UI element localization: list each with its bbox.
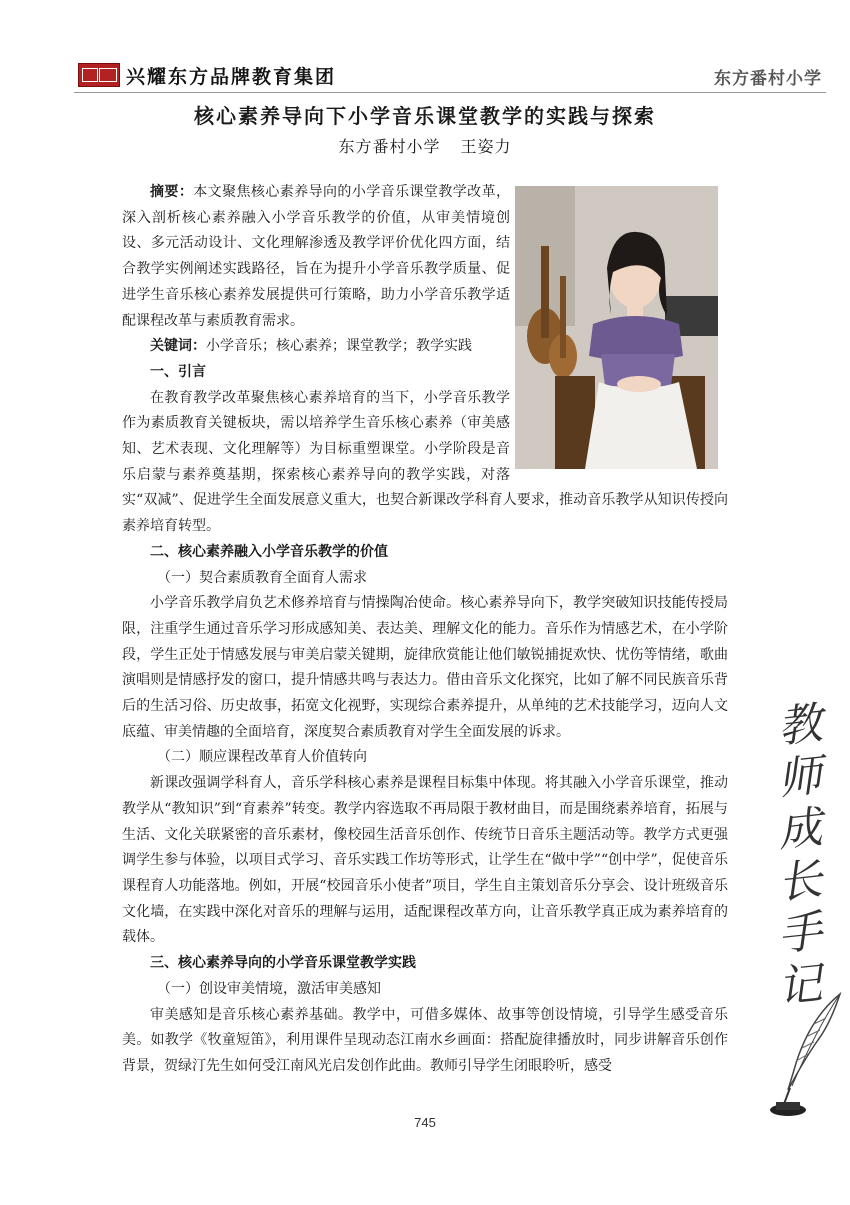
- sidebar-char: 记: [775, 957, 825, 1014]
- paragraph-2-1: 小学音乐教学肩负艺术修养培育与情操陶冶使命。核心素养导向下，教学突破知识技能传授局限，注重学生通过音乐学习形成感知美、表达美、理解文化的能力。音乐作为情感艺术，在小学阶段，学生正处于情感发展与审美启蒙关键期，旋律欣赏能让他们敏锐捕捉欢快、忧伤等情绪，歌曲演唱则是情感抒发的窗口，提升情感共鸣与表达力。借由音乐文化探究，比如了解不同民族音乐背后的生活习俗、历史故事，拓宽文化视野，实现综合素养提升，从单纯的艺术技能学习，迈向人文底蕴、审美情趣的全面培育，深度契合素质教育对学生全面发展的诉求。: [122, 595, 728, 740]
- subsection-heading-2-2: （二）顺应课程改革育人价值转向: [157, 749, 367, 766]
- paragraph-3-1: 审美感知是音乐核心素养基础。教学中，可借多媒体、故事等创设情境，引导学生感受音乐美。如教学《牧童短笛》，利用课件呈现动态江南水乡画面：搭配旋律播放时，同步讲解音乐创作背景，贺绿汀先生如何受江南风光启发创作此曲。教师引导学生闭眼聆听，感受: [122, 1006, 728, 1074]
- group-name: 兴耀东方品牌教育集团: [126, 65, 337, 88]
- article-title: 核心素养导向下小学音乐课堂教学的实践与探索: [194, 104, 656, 128]
- sidebar-char: 手: [775, 905, 825, 962]
- section-heading-intro: 一、引言: [150, 363, 206, 380]
- sidebar-char: 教: [775, 697, 825, 754]
- school-name-header: 东方番村小学: [714, 69, 822, 89]
- sidebar-char: 成: [775, 801, 825, 858]
- byline-author: 王姿力: [460, 137, 512, 156]
- byline: [0, 134, 850, 157]
- quill-icon: [768, 990, 848, 1120]
- sidebar-column-title: [770, 697, 830, 1014]
- paragraph-2-2: 新课改强调学科育人，音乐学科核心素养是课程目标集中体现。将其融入小学音乐课堂，推动教学从“教知识”到“育素养”转变。教学内容选取不再局限于教材曲目，而是围绕素养培育，拓展与生活、文化关联紧密的音乐素材，像校园生活音乐创作、传统节日音乐主题活动等。教学方式更强调学生参与体验，以项目式学习、音乐实践工作坊等形式，让学生在“做中学”“创中学”，促使音乐课程育人功能落地。例如，开展“校园音乐小使者”项目，学生自主策划音乐分享会、设计班级音乐文化墙，在实践中深化对音乐的理解与运用，适配课程改革方向，让音乐教学真正成为素养培育的载体。: [122, 775, 728, 946]
- header-brand: [78, 62, 336, 88]
- abstract-label: 摘要：: [150, 184, 194, 200]
- subsection-heading-2-1: （一）契合素质教育全面育人需求: [157, 569, 367, 586]
- header-divider: [74, 92, 826, 93]
- keywords-text: 小学音乐；核心素养；课堂教学；教学实践: [206, 338, 472, 355]
- abstract-text: 本文聚焦核心素养导向的小学音乐课堂教学改革，深入剖析核心素养融入小学音乐教学的价值，从审美情境创设、多元活动设计、文化理解渗透及教学评价优化四方面，结合教学实例阐述实践路径，旨在为提升小学音乐教学质量、促进学生音乐核心素养发展提供可行策略，助力小学音乐教学适配课程改革与素质教育需求。: [122, 184, 510, 329]
- photo-spacer: [510, 180, 728, 474]
- page-number: 745: [414, 1115, 436, 1130]
- sidebar-char: 师: [775, 749, 825, 806]
- keywords-label: 关键词：: [150, 338, 206, 355]
- paragraph-intro: 在教育教学改革聚焦核心素养培育的当下，小学音乐教学作为素质教育关键板块，需以培养学生音乐核心素养（审美感知、艺术表现、文化理解等）为目标重塑课堂。小学阶段是音乐启蒙与素养奠基期，探索核心素养导向的教学实践，对落实“双减”、促进学生全面发展意义重大，也契合新课改学科育人要求，推动音乐教学从知识传授向素养培育转型。: [122, 389, 728, 535]
- group-logo: [78, 63, 120, 87]
- subsection-heading-3-1: （一）创设审美情境，激活审美感知: [157, 980, 381, 997]
- sidebar-char: 长: [775, 853, 825, 910]
- article-body: [122, 180, 728, 1080]
- section-heading-2: 二、核心素养融入小学音乐教学的价值: [150, 543, 388, 560]
- section-heading-3: 三、核心素养导向的小学音乐课堂教学实践: [150, 955, 416, 972]
- byline-school: 东方番村小学: [338, 137, 441, 156]
